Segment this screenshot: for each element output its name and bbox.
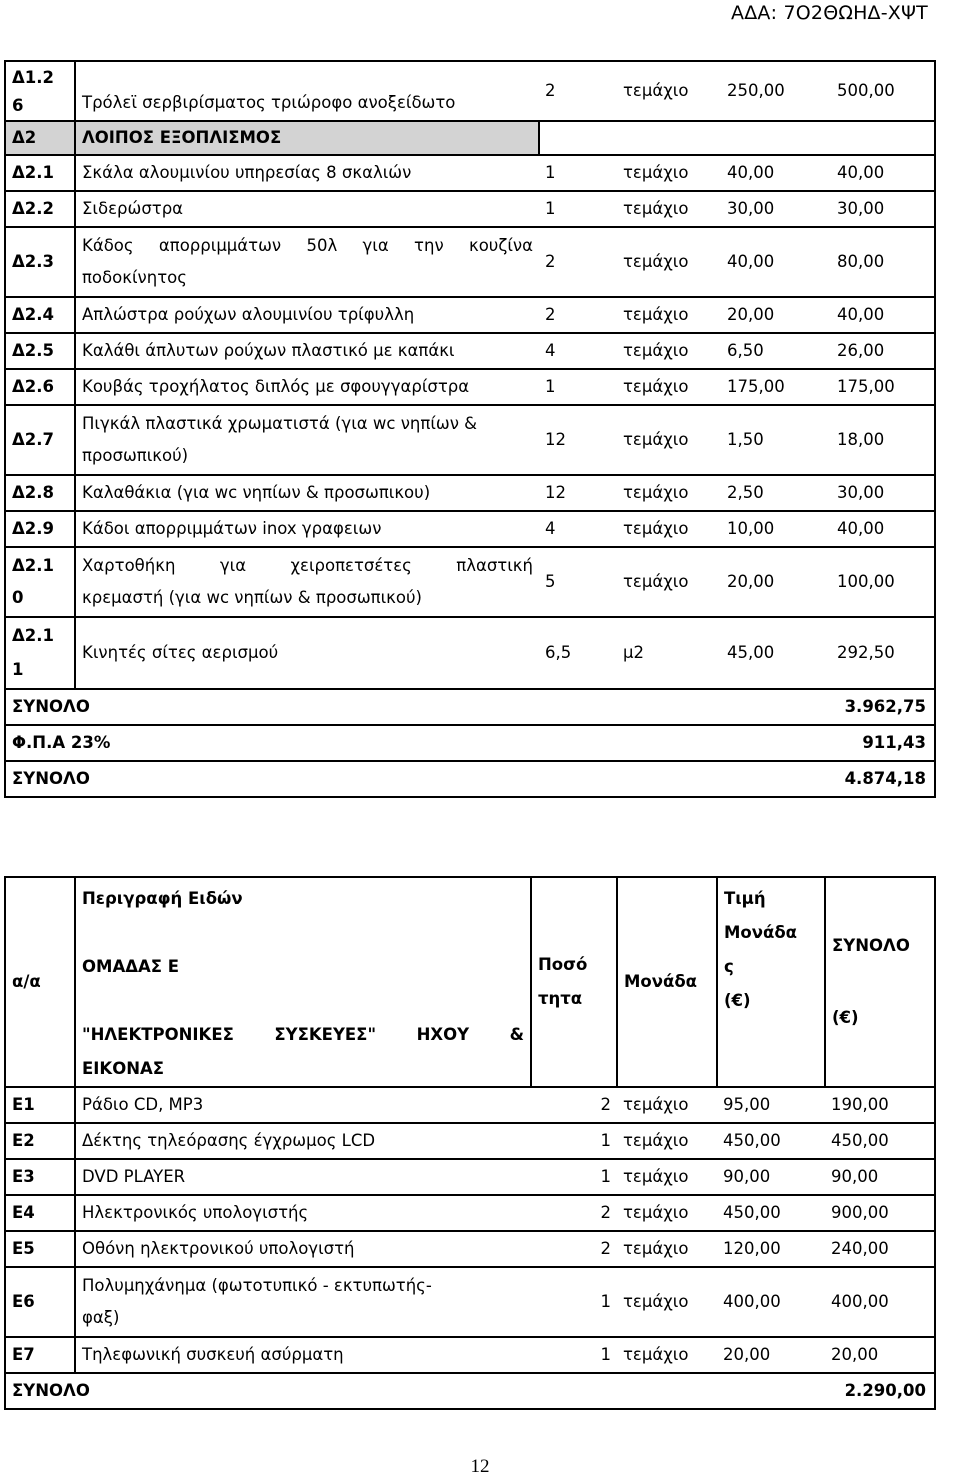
item-price: 120,00 (717, 1231, 825, 1267)
item-qty: 12 (539, 405, 617, 475)
item-qty: 2 (539, 227, 617, 297)
item-code: Ε2 (5, 1123, 75, 1159)
item-price: 175,00 (721, 369, 831, 405)
item-qty: 2 (531, 1231, 617, 1267)
item-unit: μ2 (617, 617, 721, 689)
item-unit: τεμάχιο (617, 333, 721, 369)
header-total-line: (€) (832, 1008, 859, 1027)
item-code: Ε1 (5, 1087, 75, 1123)
table-row (5, 1123, 935, 1159)
item-qty: 1 (531, 1337, 617, 1373)
item-total: 190,00 (825, 1087, 935, 1123)
item-desc: Ηλεκτρονικός υπολογιστής (75, 1195, 531, 1231)
table-row (5, 511, 935, 547)
item-desc (75, 547, 539, 617)
electronics-table-e (4, 876, 936, 1410)
item-desc: DVD PLAYER (75, 1159, 531, 1195)
item-qty: 2 (539, 61, 617, 121)
item-code: Ε3 (5, 1159, 75, 1195)
item-unit: τεμάχιο (617, 511, 721, 547)
item-code: Δ2.1 (5, 155, 75, 191)
item-desc: Κουβάς τροχήλατος διπλός με σφουγγαρίστρα (75, 369, 539, 405)
table-row (5, 1087, 935, 1123)
empty-cell (539, 121, 935, 155)
item-total: 30,00 (831, 475, 935, 511)
header-total-line: ΣΥΝΟΛΟ (832, 936, 910, 955)
item-code: Ε5 (5, 1231, 75, 1267)
item-total: 240,00 (825, 1231, 935, 1267)
header-group: ΟΜΑΔΑΣ Ε (82, 957, 180, 976)
item-unit: τεμάχιο (617, 405, 721, 475)
header-price-line: Μονάδα (724, 923, 798, 942)
item-price: 2,50 (721, 475, 831, 511)
header-qty (531, 877, 617, 1087)
item-desc: Κινητές σίτες αερισμού (75, 617, 539, 689)
item-code (5, 617, 75, 689)
desc-line: φαξ) (82, 1308, 120, 1327)
table-row (5, 155, 935, 191)
item-price: 30,00 (721, 191, 831, 227)
header-total (825, 877, 935, 1087)
header-group-name: "ΗΛΕΚΤΡΟΝΙΚΕΣ ΣΥΣΚΕΥΕΣ" ΗΧΟΥ & (82, 1025, 524, 1044)
item-total: 30,00 (831, 191, 935, 227)
header-group-name: ΕΙΚΟΝΑΣ (82, 1059, 165, 1078)
item-desc: Σιδερώστρα (75, 191, 539, 227)
item-desc: Κάδοι απορριμμάτων inox γραφειων (75, 511, 539, 547)
item-unit: τεμάχιο (617, 155, 721, 191)
item-code (5, 61, 75, 121)
item-price: 450,00 (717, 1195, 825, 1231)
item-price: 250,00 (721, 61, 831, 121)
grand-total-value: 4.874,18 (831, 761, 935, 797)
table-row (5, 61, 935, 121)
item-code: Δ2.7 (5, 405, 75, 475)
item-desc: Καλαθάκια (για wc νηπίων & προσωπικου) (75, 475, 539, 511)
item-qty: 2 (531, 1195, 617, 1231)
item-price: 40,00 (721, 227, 831, 297)
item-total: 26,00 (831, 333, 935, 369)
item-unit: τεμάχιο (617, 547, 721, 617)
item-desc (75, 227, 539, 297)
desc-line: Χαρτοθήκη για χειροπετσέτες πλαστική (82, 556, 533, 575)
header-price-line: ς (724, 957, 734, 976)
code-part: Δ2.1 (12, 626, 54, 645)
item-price: 400,00 (717, 1267, 825, 1337)
table-row (5, 1267, 935, 1337)
item-total: 100,00 (831, 547, 935, 617)
item-price: 20,00 (721, 297, 831, 333)
item-total: 80,00 (831, 227, 935, 297)
table-row (5, 297, 935, 333)
item-qty: 5 (539, 547, 617, 617)
item-desc: Καλάθι άπλυτων ρούχων πλαστικό με καπάκι (75, 333, 539, 369)
table-row (5, 333, 935, 369)
item-code: Δ2.3 (5, 227, 75, 297)
item-unit: τεμάχιο (617, 227, 721, 297)
item-qty: 1 (539, 155, 617, 191)
item-unit: τεμάχιο (617, 1087, 717, 1123)
desc-line: Πιγκάλ πλαστικά χρωματιστά (για wc νηπίων & (82, 414, 478, 433)
item-price: 10,00 (721, 511, 831, 547)
desc-line: Κάδος απορριμμάτων 50λ για την κουζίνα (82, 236, 533, 255)
item-unit: τεμάχιο (617, 1267, 717, 1337)
section-title: ΛΟΙΠΟΣ ΕΞΟΠΛΙΣΜΟΣ (75, 121, 539, 155)
item-code: Δ2.5 (5, 333, 75, 369)
item-desc: Δέκτης τηλεόρασης έγχρωμος LCD (75, 1123, 531, 1159)
equipment-table-d (4, 60, 936, 798)
table-row (5, 1231, 935, 1267)
table-row (5, 475, 935, 511)
header-qty-line: τητα (538, 989, 583, 1008)
item-unit: τεμάχιο (617, 1195, 717, 1231)
item-qty: 2 (531, 1087, 617, 1123)
section-code: Δ2 (5, 121, 75, 155)
vat-value: 911,43 (831, 725, 935, 761)
item-total: 40,00 (831, 297, 935, 333)
item-qty: 4 (539, 511, 617, 547)
header-desc (75, 877, 531, 1087)
item-desc: Τηλεφωνική συσκευή ασύρματη (75, 1337, 531, 1373)
item-code (5, 547, 75, 617)
table-row (5, 1159, 935, 1195)
header-aa: α/α (5, 877, 75, 1087)
total-row (5, 689, 935, 725)
item-price: 6,50 (721, 333, 831, 369)
item-total: 18,00 (831, 405, 935, 475)
item-desc: Οθόνη ηλεκτρονικού υπολογιστή (75, 1231, 531, 1267)
total-row (5, 1373, 935, 1409)
header-qty-line: Ποσό (538, 955, 588, 974)
total-label: ΣΥΝΟΛΟ (5, 689, 831, 725)
item-qty: 12 (539, 475, 617, 511)
code-part: Δ2.1 (12, 556, 54, 575)
item-price: 20,00 (721, 547, 831, 617)
item-total: 900,00 (825, 1195, 935, 1231)
item-code: Δ2.4 (5, 297, 75, 333)
table-row (5, 547, 935, 617)
section-row (5, 121, 935, 155)
table-row (5, 617, 935, 689)
vat-row (5, 725, 935, 761)
item-desc: Σκάλα αλουμινίου υπηρεσίας 8 σκαλιών (75, 155, 539, 191)
item-qty: 2 (539, 297, 617, 333)
table-row (5, 227, 935, 297)
item-unit: τεμάχιο (617, 1123, 717, 1159)
item-total: 40,00 (831, 511, 935, 547)
desc-line: ποδοκίνητος (82, 268, 187, 287)
item-total: 500,00 (831, 61, 935, 121)
item-desc: Απλώστρα ρούχων αλουμινίου τρίφυλλη (75, 297, 539, 333)
item-code: Δ2.9 (5, 511, 75, 547)
item-unit: τεμάχιο (617, 475, 721, 511)
grand-total-row (5, 761, 935, 797)
item-qty: 4 (539, 333, 617, 369)
code-part: 0 (12, 588, 24, 607)
total-label: ΣΥΝΟΛΟ (5, 1373, 825, 1409)
item-total: 400,00 (825, 1267, 935, 1337)
page-number: 12 (470, 1456, 490, 1477)
total-value: 3.962,75 (831, 689, 935, 725)
total-value: 2.290,00 (825, 1373, 935, 1409)
desc-line: κρεμαστή (για wc νηπίων & προσωπικού) (82, 588, 422, 607)
item-unit: τεμάχιο (617, 1337, 717, 1373)
item-unit: τεμάχιο (617, 1159, 717, 1195)
item-price: 450,00 (717, 1123, 825, 1159)
item-desc (75, 1267, 531, 1337)
desc-line: προσωπικού) (82, 446, 189, 465)
item-total: 90,00 (825, 1159, 935, 1195)
grand-total-label: ΣΥΝΟΛΟ (5, 761, 831, 797)
item-unit: τεμάχιο (617, 1231, 717, 1267)
code-part: Δ1.2 (12, 68, 54, 87)
desc-line: Πολυμηχάνημα (φωτοτυπικό - εκτυπωτής- (82, 1276, 432, 1295)
item-code: Ε7 (5, 1337, 75, 1373)
item-price: 95,00 (717, 1087, 825, 1123)
item-code: Ε4 (5, 1195, 75, 1231)
item-qty: 1 (531, 1267, 617, 1337)
item-unit: τεμάχιο (617, 297, 721, 333)
header-price (717, 877, 825, 1087)
item-qty: 1 (539, 369, 617, 405)
item-code: Ε6 (5, 1267, 75, 1337)
table-row (5, 369, 935, 405)
item-qty: 6,5 (539, 617, 617, 689)
item-qty: 1 (531, 1123, 617, 1159)
table-row (5, 1195, 935, 1231)
header-price-line: (€) (724, 991, 751, 1010)
item-price: 40,00 (721, 155, 831, 191)
code-part: 6 (12, 96, 24, 115)
ada-code: ΑΔΑ: 7Ο2ΘΩΗΔ-ΧΨΤ (731, 2, 928, 24)
item-qty: 1 (531, 1159, 617, 1195)
item-code: Δ2.2 (5, 191, 75, 227)
item-desc: Τρόλεϊ σερβιρίσματος τριώροφο ανοξείδωτο (75, 61, 539, 121)
table-row (5, 191, 935, 227)
item-price: 1,50 (721, 405, 831, 475)
item-total: 175,00 (831, 369, 935, 405)
item-total: 292,50 (831, 617, 935, 689)
item-price: 90,00 (717, 1159, 825, 1195)
item-unit: τεμάχιο (617, 369, 721, 405)
code-part: 1 (12, 660, 24, 679)
item-desc (75, 405, 539, 475)
header-price-line: Τιμή (724, 889, 766, 908)
table-row (5, 405, 935, 475)
item-code: Δ2.8 (5, 475, 75, 511)
header-desc-title: Περιγραφή Ειδών (82, 889, 243, 908)
item-total: 20,00 (825, 1337, 935, 1373)
item-unit: τεμάχιο (617, 61, 721, 121)
header-unit: Μονάδα (617, 877, 717, 1087)
item-total: 40,00 (831, 155, 935, 191)
vat-label: Φ.Π.Α 23% (5, 725, 831, 761)
header-row (5, 877, 935, 1087)
item-total: 450,00 (825, 1123, 935, 1159)
item-qty: 1 (539, 191, 617, 227)
item-desc: Ράδιο CD, MP3 (75, 1087, 531, 1123)
table-row (5, 1337, 935, 1373)
item-unit: τεμάχιο (617, 191, 721, 227)
item-code: Δ2.6 (5, 369, 75, 405)
item-price: 20,00 (717, 1337, 825, 1373)
item-price: 45,00 (721, 617, 831, 689)
